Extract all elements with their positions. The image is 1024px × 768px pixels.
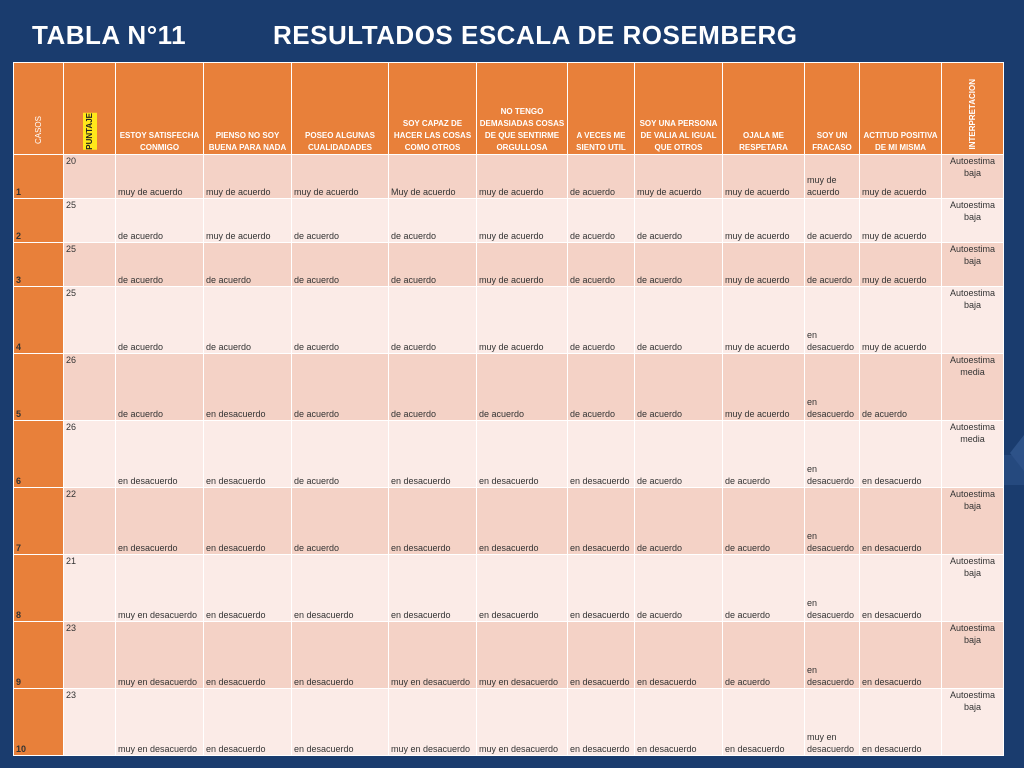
answer-cell: muy de acuerdo: [805, 155, 860, 199]
answer-cell: en desacuerdo: [204, 354, 292, 421]
answer-cell: en desacuerdo: [860, 421, 942, 488]
answer-cell: en desacuerdo: [860, 488, 942, 555]
answer-cell: muy en desacuerdo: [116, 555, 204, 622]
answer-cell: en desacuerdo: [389, 488, 477, 555]
answer-cell: de acuerdo: [292, 287, 389, 354]
answer-cell: en desacuerdo: [568, 622, 635, 689]
answer-cell: en desacuerdo: [568, 488, 635, 555]
table-number-title: TABLA N°11: [32, 20, 187, 50]
column-header-casos: CASOS: [14, 63, 64, 155]
column-header-item: POSEO ALGUNAS CUALIDADADES: [292, 63, 389, 155]
answer-cell: Muy de acuerdo: [389, 155, 477, 199]
answer-cell: de acuerdo: [292, 488, 389, 555]
answer-cell: muy de acuerdo: [116, 155, 204, 199]
answer-cell: muy de acuerdo: [477, 155, 568, 199]
answer-cell: en desacuerdo: [723, 689, 805, 756]
page-title: RESULTADOS ESCALA DE ROSEMBERG: [273, 20, 798, 50]
answer-cell: muy de acuerdo: [477, 199, 568, 243]
answer-cell: muy de acuerdo: [635, 155, 723, 199]
answer-cell: de acuerdo: [568, 243, 635, 287]
interpretacion-cell: Autoestima baja: [942, 155, 1004, 199]
answer-cell: de acuerdo: [805, 199, 860, 243]
answer-cell: en desacuerdo: [292, 622, 389, 689]
caso-number: 3: [14, 243, 64, 287]
answer-cell: en desacuerdo: [805, 555, 860, 622]
column-header-item: NO TENGO DEMASIADAS COSAS DE QUE SENTIRME ORGULLOSA: [477, 63, 568, 155]
answer-cell: de acuerdo: [568, 287, 635, 354]
answer-cell: en desacuerdo: [568, 689, 635, 756]
answer-cell: en desacuerdo: [292, 555, 389, 622]
puntaje-cell: 26: [64, 421, 116, 488]
answer-cell: muy en desacuerdo: [477, 622, 568, 689]
answer-cell: de acuerdo: [116, 287, 204, 354]
answer-cell: en desacuerdo: [204, 689, 292, 756]
answer-cell: en desacuerdo: [805, 488, 860, 555]
answer-cell: muy de acuerdo: [723, 155, 805, 199]
answer-cell: en desacuerdo: [389, 421, 477, 488]
table-row: [14, 421, 1004, 488]
answer-cell: en desacuerdo: [116, 488, 204, 555]
answer-cell: muy en desacuerdo: [477, 689, 568, 756]
table-row: [14, 354, 1004, 421]
answer-cell: en desacuerdo: [805, 354, 860, 421]
answer-cell: de acuerdo: [635, 243, 723, 287]
answer-cell: muy de acuerdo: [292, 155, 389, 199]
column-header-interpretacion: INTERPRETACION: [942, 63, 1004, 155]
puntaje-cell: 25: [64, 287, 116, 354]
answer-cell: de acuerdo: [389, 354, 477, 421]
answer-cell: muy en desacuerdo: [389, 622, 477, 689]
answer-cell: en desacuerdo: [204, 622, 292, 689]
answer-cell: de acuerdo: [635, 555, 723, 622]
answer-cell: muy de acuerdo: [860, 155, 942, 199]
answer-cell: muy de acuerdo: [723, 243, 805, 287]
interpretacion-cell: Autoestima media: [942, 354, 1004, 421]
puntaje-cell: 20: [64, 155, 116, 199]
answer-cell: muy de acuerdo: [723, 287, 805, 354]
answer-cell: de acuerdo: [635, 199, 723, 243]
puntaje-cell: 21: [64, 555, 116, 622]
table-row: [14, 555, 1004, 622]
answer-cell: muy de acuerdo: [477, 243, 568, 287]
caso-number: 2: [14, 199, 64, 243]
answer-cell: en desacuerdo: [477, 555, 568, 622]
answer-cell: de acuerdo: [116, 354, 204, 421]
interpretacion-cell: Autoestima baja: [942, 243, 1004, 287]
answer-cell: de acuerdo: [204, 287, 292, 354]
answer-cell: muy de acuerdo: [477, 287, 568, 354]
answer-cell: en desacuerdo: [477, 421, 568, 488]
puntaje-cell: 26: [64, 354, 116, 421]
answer-cell: de acuerdo: [292, 199, 389, 243]
table-row: [14, 689, 1004, 756]
puntaje-cell: 23: [64, 689, 116, 756]
caso-number: 6: [14, 421, 64, 488]
caso-number: 8: [14, 555, 64, 622]
interpretacion-cell: Autoestima baja: [942, 199, 1004, 243]
column-header-item: OJALA ME RESPETARA: [723, 63, 805, 155]
answer-cell: en desacuerdo: [635, 689, 723, 756]
answer-cell: en desacuerdo: [805, 421, 860, 488]
column-header-item: SOY UN FRACASO: [805, 63, 860, 155]
column-header-item: SOY CAPAZ DE HACER LAS COSAS COMO OTROS: [389, 63, 477, 155]
answer-cell: en desacuerdo: [568, 555, 635, 622]
table-row: [14, 243, 1004, 287]
answer-cell: en desacuerdo: [204, 555, 292, 622]
header-row: [14, 63, 1004, 155]
answer-cell: de acuerdo: [860, 354, 942, 421]
table-row: [14, 622, 1004, 689]
answer-cell: en desacuerdo: [292, 689, 389, 756]
answer-cell: de acuerdo: [204, 243, 292, 287]
interpretacion-cell: Autoestima baja: [942, 287, 1004, 354]
answer-cell: de acuerdo: [568, 155, 635, 199]
answer-cell: en desacuerdo: [204, 488, 292, 555]
answer-cell: de acuerdo: [292, 354, 389, 421]
answer-cell: de acuerdo: [723, 421, 805, 488]
caso-number: 9: [14, 622, 64, 689]
answer-cell: de acuerdo: [568, 354, 635, 421]
answer-cell: en desacuerdo: [116, 421, 204, 488]
answer-cell: en desacuerdo: [204, 421, 292, 488]
answer-cell: en desacuerdo: [805, 622, 860, 689]
answer-cell: muy de acuerdo: [723, 354, 805, 421]
caso-number: 5: [14, 354, 64, 421]
answer-cell: de acuerdo: [635, 488, 723, 555]
answer-cell: de acuerdo: [116, 199, 204, 243]
results-table: [13, 62, 1004, 756]
table-row: [14, 287, 1004, 354]
interpretacion-cell: Autoestima baja: [942, 622, 1004, 689]
interpretacion-cell: Autoestima baja: [942, 555, 1004, 622]
answer-cell: de acuerdo: [477, 354, 568, 421]
column-header-puntaje: PUNTAJE: [64, 63, 116, 155]
caso-number: 4: [14, 287, 64, 354]
caso-number: 7: [14, 488, 64, 555]
interpretacion-cell: Autoestima media: [942, 421, 1004, 488]
answer-cell: en desacuerdo: [860, 622, 942, 689]
answer-cell: de acuerdo: [389, 199, 477, 243]
answer-cell: en desacuerdo: [805, 287, 860, 354]
puntaje-cell: 22: [64, 488, 116, 555]
table-row: [14, 155, 1004, 199]
column-header-item: ESTOY SATISFECHA CONMIGO: [116, 63, 204, 155]
answer-cell: de acuerdo: [635, 287, 723, 354]
answer-cell: de acuerdo: [389, 243, 477, 287]
column-header-item: PIENSO NO SOY BUENA PARA NADA: [204, 63, 292, 155]
answer-cell: en desacuerdo: [860, 555, 942, 622]
answer-cell: en desacuerdo: [568, 421, 635, 488]
answer-cell: de acuerdo: [805, 243, 860, 287]
answer-cell: de acuerdo: [292, 421, 389, 488]
answer-cell: de acuerdo: [723, 488, 805, 555]
answer-cell: muy de acuerdo: [723, 199, 805, 243]
answer-cell: de acuerdo: [723, 622, 805, 689]
answer-cell: en desacuerdo: [477, 488, 568, 555]
answer-cell: de acuerdo: [389, 287, 477, 354]
answer-cell: de acuerdo: [116, 243, 204, 287]
answer-cell: muy de acuerdo: [860, 243, 942, 287]
answer-cell: muy en desacuerdo: [116, 689, 204, 756]
answer-cell: muy de acuerdo: [860, 287, 942, 354]
answer-cell: en desacuerdo: [389, 555, 477, 622]
answer-cell: de acuerdo: [635, 421, 723, 488]
answer-cell: en desacuerdo: [860, 689, 942, 756]
answer-cell: muy de acuerdo: [204, 199, 292, 243]
column-header-item: A VECES ME SIENTO UTIL: [568, 63, 635, 155]
puntaje-cell: 25: [64, 243, 116, 287]
puntaje-cell: 25: [64, 199, 116, 243]
answer-cell: en desacuerdo: [635, 622, 723, 689]
table-row: [14, 488, 1004, 555]
answer-cell: muy en desacuerdo: [805, 689, 860, 756]
answer-cell: de acuerdo: [292, 243, 389, 287]
answer-cell: muy de acuerdo: [204, 155, 292, 199]
answer-cell: muy de acuerdo: [860, 199, 942, 243]
answer-cell: muy en desacuerdo: [116, 622, 204, 689]
answer-cell: de acuerdo: [568, 199, 635, 243]
answer-cell: de acuerdo: [635, 354, 723, 421]
puntaje-cell: 23: [64, 622, 116, 689]
column-header-item: SOY UNA PERSONA DE VALIA AL IGUAL QUE OTROS: [635, 63, 723, 155]
column-header-item: ACTITUD POSITIVA DE MI MISMA: [860, 63, 942, 155]
interpretacion-cell: Autoestima baja: [942, 689, 1004, 756]
caso-number: 10: [14, 689, 64, 756]
table-row: [14, 199, 1004, 243]
answer-cell: muy en desacuerdo: [389, 689, 477, 756]
decorative-shape: [1004, 455, 1024, 485]
caso-number: 1: [14, 155, 64, 199]
interpretacion-cell: Autoestima baja: [942, 488, 1004, 555]
answer-cell: de acuerdo: [723, 555, 805, 622]
